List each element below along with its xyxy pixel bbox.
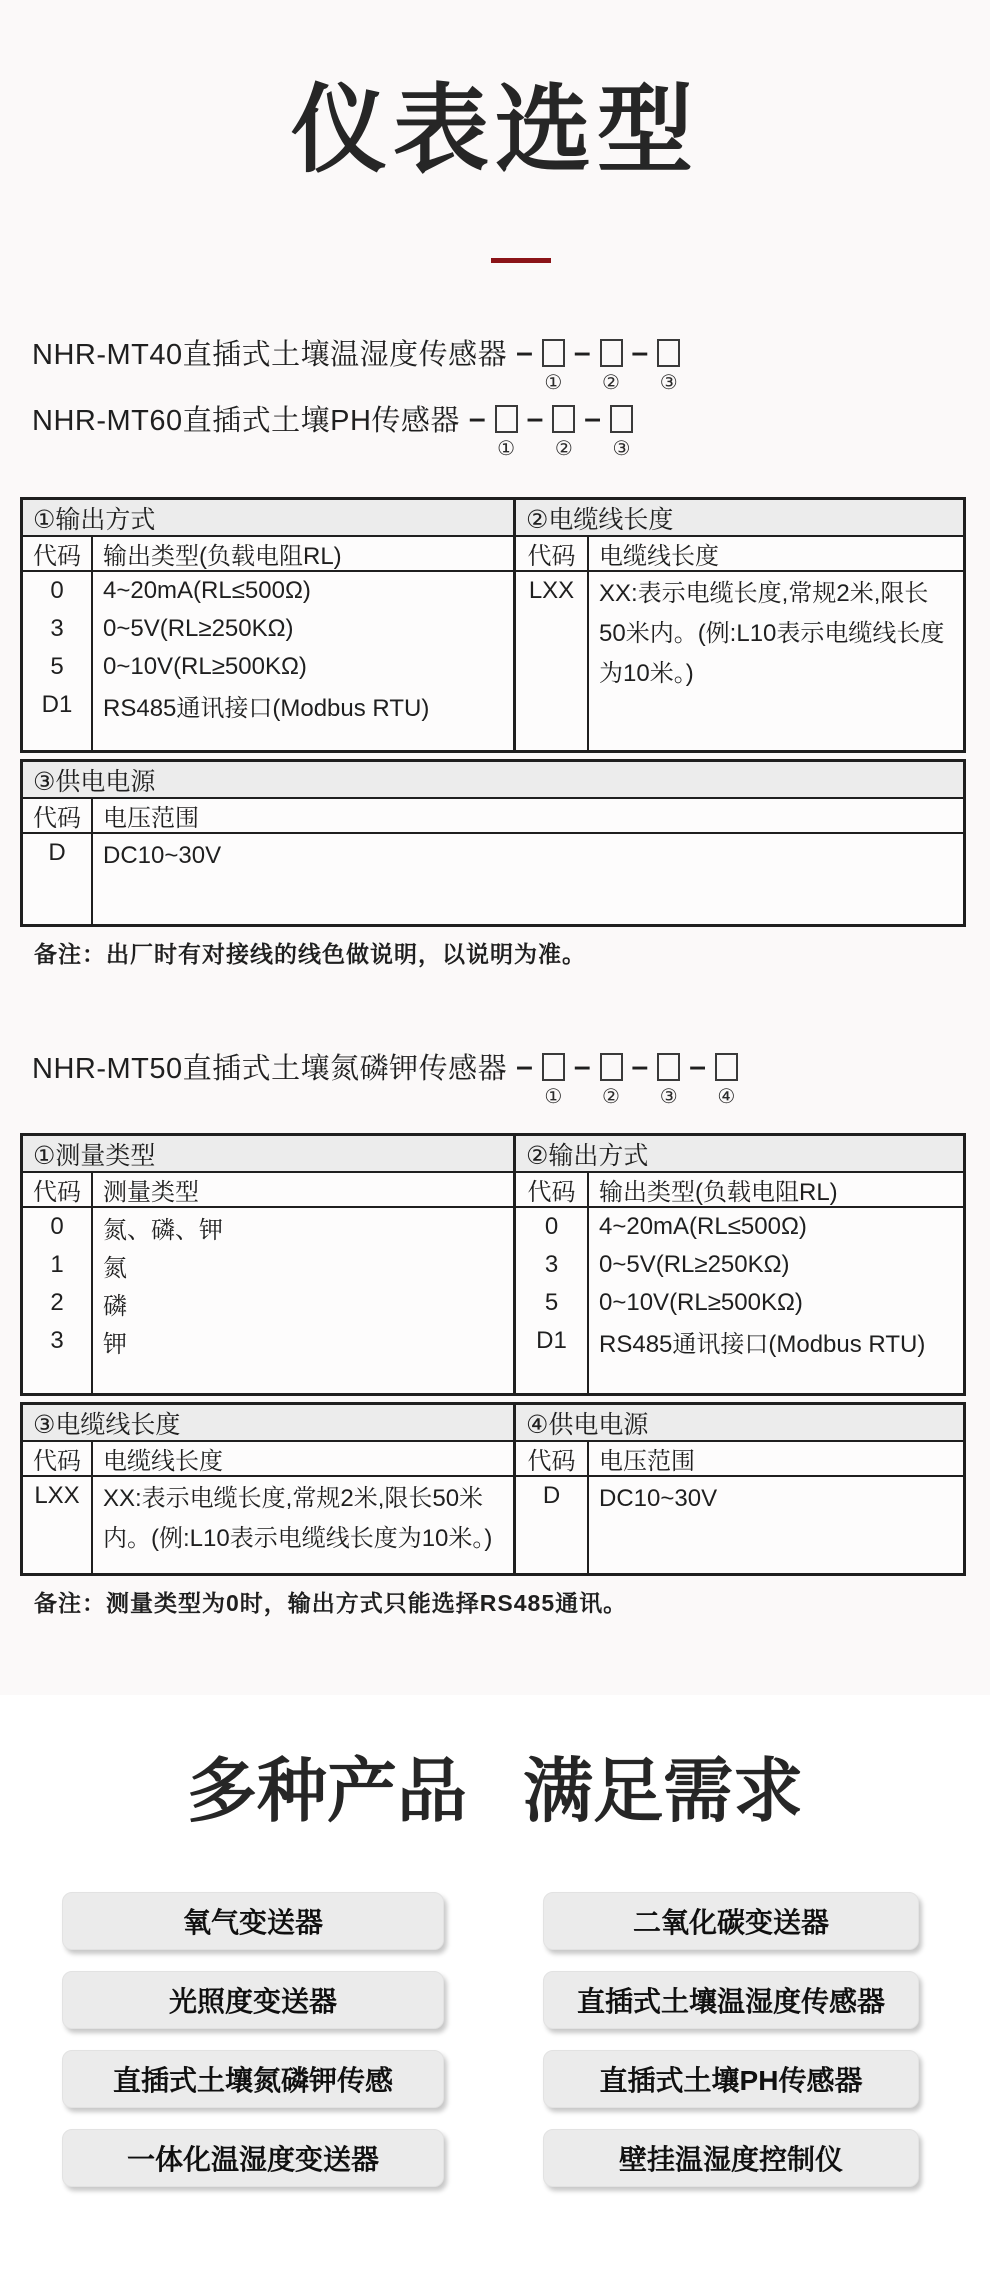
cable-description — [93, 1477, 500, 1573]
note-measure-type: 备注：测量类型为0时，输出方式只能选择RS485通讯。 — [34, 1590, 628, 1617]
spec-index: ③ — [659, 372, 678, 395]
product-button-integrated-temp-humidity[interactable]: 一体化温湿度变送器 — [62, 2129, 444, 2187]
value-cell: 氮 — [103, 1254, 127, 1282]
products-heading-left: 多种产品 — [187, 1752, 467, 1830]
value-cell: 0~10V(RL≥500KΩ) — [103, 653, 307, 681]
code-values — [23, 1477, 93, 1573]
model-line-mt40 — [32, 336, 990, 395]
code-cell: 1 — [50, 1251, 64, 1279]
column-header-row — [23, 1173, 513, 1208]
code-cell: 2 — [50, 1289, 64, 1317]
value-cell: XX:表示电缆长度,常规2米,限长 — [599, 580, 929, 608]
spec-index: ② — [602, 372, 620, 395]
code-cell: D — [48, 839, 66, 867]
value-cell: 为10米。) — [599, 660, 694, 688]
spec-box — [542, 339, 565, 367]
type-header-cell: 输出类型(负载电阻RL) — [599, 1179, 838, 1207]
product-button-soil-temp-humidity[interactable]: 直插式土壤温湿度传感器 — [543, 1971, 919, 2029]
dash-separator: – — [516, 336, 533, 370]
table-body — [23, 572, 513, 750]
value-cell: 磷 — [103, 1292, 127, 1320]
table-section-power-supply-2 — [513, 1405, 963, 1573]
title-underline — [491, 258, 551, 263]
value-cell: 钾 — [103, 1330, 127, 1358]
value-cell: 4~20mA(RL≤500Ω) — [103, 577, 311, 605]
section-header: ①测量类型 — [23, 1136, 513, 1173]
column-header-row — [23, 537, 513, 572]
dash-separator: – — [689, 1050, 706, 1084]
product-button-soil-npk[interactable]: 直插式土壤氮磷钾传感 — [62, 2050, 444, 2108]
table-mt40-selection — [20, 497, 966, 753]
spec-index: ③ — [612, 438, 631, 461]
spec-index: ④ — [717, 1086, 736, 1109]
table-mt50-selection — [20, 1133, 966, 1396]
spec-index: ② — [602, 1086, 620, 1109]
type-values — [93, 1208, 223, 1393]
note-wiring: 备注：出厂时有对接线的线色做说明，以说明为准。 — [34, 941, 586, 968]
spec-index: ③ — [659, 1086, 678, 1109]
spec-box — [600, 1053, 623, 1081]
code-cell: 3 — [544, 1251, 559, 1279]
dash-separator: – — [516, 1050, 533, 1084]
product-button-grid — [62, 1892, 990, 2187]
table-body — [516, 1477, 963, 1573]
model-name: NHR-MT60直插式土壤PH传感器 — [32, 405, 460, 438]
spec-box — [552, 405, 575, 433]
model-line-mt60 — [32, 402, 990, 461]
type-header-cell: 输出类型(负载电阻RL) — [103, 543, 342, 571]
voltage-value — [589, 1477, 725, 1573]
code-values — [516, 1208, 589, 1393]
code-header-cell: 代码 — [23, 537, 93, 570]
spec-box — [610, 405, 633, 433]
table-body — [23, 1477, 513, 1573]
spec-index: ① — [544, 372, 563, 395]
column-header-row — [516, 537, 963, 572]
table-section-cable-length — [513, 500, 963, 750]
type-header-cell: 测量类型 — [103, 1179, 199, 1207]
dash-separator: – — [573, 336, 591, 370]
type-header-cell: 电缆线长度 — [103, 1448, 223, 1476]
section-header: ④供电电源 — [516, 1405, 963, 1442]
column-header-row — [23, 1442, 513, 1477]
dash-separator: – — [573, 1050, 591, 1084]
type-header-cell: 电压范围 — [599, 1448, 695, 1476]
spec-box — [542, 1053, 565, 1081]
code-cell: D — [542, 1482, 561, 1510]
code-cell: LXX — [528, 577, 575, 605]
type-values — [589, 1208, 925, 1393]
code-values — [23, 1208, 93, 1393]
code-cell: 3 — [50, 615, 64, 643]
voltage-value — [93, 834, 229, 924]
dash-separator: – — [526, 402, 544, 436]
code-header-cell: 代码 — [23, 1173, 93, 1206]
table-mt50-cable-power — [20, 1402, 966, 1576]
product-button-oxygen[interactable]: 氧气变送器 — [62, 1892, 444, 1950]
value-cell: 氮、磷、钾 — [103, 1216, 223, 1244]
code-values — [516, 572, 589, 750]
model-name: NHR-MT50直插式土壤氮磷钾传感器 — [32, 1053, 508, 1086]
code-values — [516, 1477, 589, 1573]
spec-index: ① — [544, 1086, 563, 1109]
table-section-power-supply — [23, 762, 963, 924]
spec-box — [715, 1053, 738, 1081]
value-cell: 0~10V(RL≥500KΩ) — [599, 1289, 803, 1317]
page-title: 仪表选型 — [291, 77, 699, 184]
table-section-measure-type — [23, 1136, 513, 1393]
code-cell: LXX — [34, 1482, 80, 1510]
table-body — [516, 572, 963, 750]
table-body — [23, 1208, 513, 1393]
spec-box — [657, 339, 680, 367]
table-body — [23, 834, 963, 924]
table-section-cable-length-2 — [23, 1405, 513, 1573]
section-header: ③电缆线长度 — [23, 1405, 513, 1442]
code-cell: 5 — [544, 1289, 559, 1317]
code-cell: 3 — [50, 1327, 64, 1355]
model-code-lines-mt50 — [32, 1050, 990, 1109]
code-header-cell: 代码 — [516, 537, 589, 570]
model-name: NHR-MT40直插式土壤温湿度传感器 — [32, 339, 508, 372]
code-values — [23, 572, 93, 750]
value-cell: DC10~30V — [103, 842, 222, 870]
code-cell: 0 — [50, 577, 64, 605]
code-cell: 0 — [50, 1213, 64, 1241]
code-header-cell: 代码 — [516, 1442, 589, 1475]
products-heading — [0, 1695, 990, 1830]
spec-box — [657, 1053, 680, 1081]
dash-separator: – — [631, 336, 649, 370]
code-header-cell: 代码 — [23, 799, 93, 832]
table-section-output-mode — [23, 500, 513, 750]
cable-description — [589, 572, 952, 750]
model-code-lines — [32, 336, 990, 461]
product-button-illuminance[interactable]: 光照度变送器 — [62, 1971, 444, 2029]
spec-box — [600, 339, 623, 367]
section-header: ①输出方式 — [23, 500, 513, 537]
value-cell: RS485通讯接口(Modbus RTU) — [599, 1330, 926, 1358]
code-cell: D1 — [41, 691, 73, 719]
value-cell: 0~5V(RL≥250KΩ) — [599, 1251, 790, 1279]
column-header-row — [516, 1442, 963, 1477]
products-section — [0, 1695, 990, 2287]
product-button-co2[interactable]: 二氧化碳变送器 — [543, 1892, 919, 1950]
value-cell: XX:表示电缆长度,常规2米,限长50米 — [103, 1485, 484, 1513]
value-cell: DC10~30V — [599, 1485, 718, 1513]
code-cell: 5 — [50, 653, 64, 681]
column-header-row — [23, 799, 963, 834]
product-button-wall-mount-controller[interactable]: 壁挂温湿度控制仪 — [543, 2129, 919, 2187]
section-header: ③供电电源 — [23, 762, 963, 799]
dash-separator: – — [584, 402, 601, 436]
dash-separator: – — [631, 1050, 649, 1084]
value-cell: 内。(例:L10表示电缆线长度为10米。) — [103, 1525, 493, 1553]
table-section-output-mode-2 — [513, 1136, 963, 1393]
code-header-cell: 代码 — [516, 1173, 589, 1206]
products-heading-right: 满足需求 — [523, 1752, 803, 1830]
code-cell: D1 — [536, 1327, 567, 1355]
column-header-row — [516, 1173, 963, 1208]
table-body — [516, 1208, 963, 1393]
type-header-cell: 电压范围 — [103, 805, 199, 833]
spec-index: ① — [497, 438, 516, 461]
section-header: ②电缆线长度 — [516, 500, 963, 537]
section-header: ②输出方式 — [516, 1136, 963, 1173]
spec-box — [495, 405, 518, 433]
value-cell: RS485通讯接口(Modbus RTU) — [103, 694, 430, 722]
code-header-cell: 代码 — [23, 1442, 93, 1475]
value-cell: 0~5V(RL≥250KΩ) — [103, 615, 294, 643]
code-cell: 0 — [544, 1213, 559, 1241]
dash-separator: – — [468, 402, 486, 436]
type-values — [93, 572, 429, 750]
product-button-soil-ph[interactable]: 直插式土壤PH传感器 — [543, 2050, 919, 2108]
model-line-mt50 — [32, 1050, 990, 1109]
value-cell: 50米内。(例:L10表示电缆线长度 — [599, 620, 945, 648]
code-values — [23, 834, 93, 924]
type-header-cell: 电缆线长度 — [599, 543, 719, 571]
spec-index: ② — [554, 438, 573, 461]
value-cell: 4~20mA(RL≤500Ω) — [599, 1213, 807, 1241]
table-mt40-power — [20, 759, 966, 927]
